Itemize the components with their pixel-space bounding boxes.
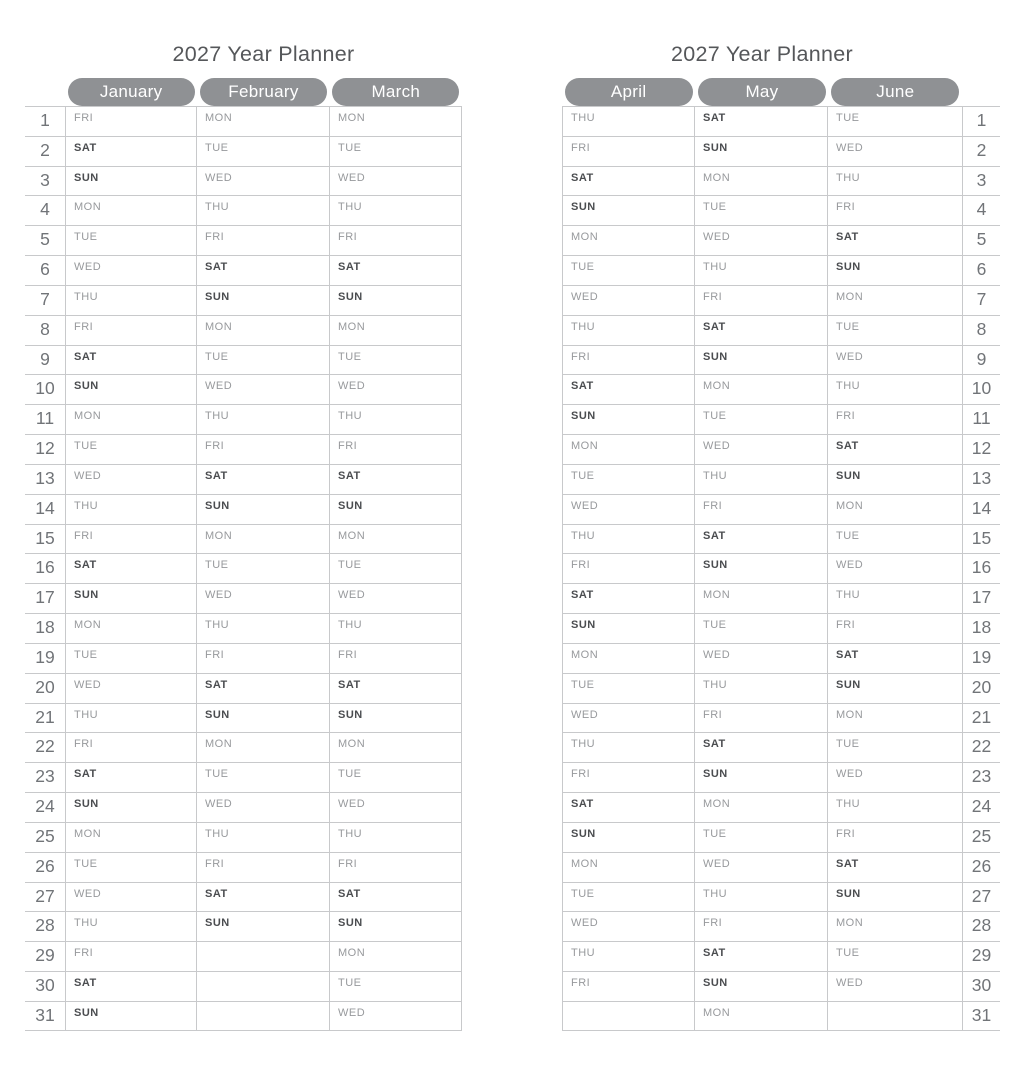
day-cell-february-3: WED bbox=[196, 166, 329, 196]
day-number: 19 bbox=[25, 643, 65, 673]
day-cell-april-8: THU bbox=[562, 315, 694, 345]
day-cell-march-15: MON bbox=[329, 524, 462, 554]
day-cell-april-20: TUE bbox=[562, 673, 694, 703]
day-cell-february-7: SUN bbox=[196, 285, 329, 315]
day-number: 3 bbox=[25, 166, 65, 196]
day-cell-april-5: MON bbox=[562, 225, 694, 255]
day-number: 19 bbox=[962, 643, 1000, 673]
day-cell-february-26: FRI bbox=[196, 852, 329, 882]
day-cell-january-20: WED bbox=[65, 673, 196, 703]
day-cell-june-22: TUE bbox=[827, 732, 962, 762]
day-cell-january-10: SUN bbox=[65, 374, 196, 404]
day-cell-may-21: FRI bbox=[694, 703, 827, 733]
day-cell-june-26: SAT bbox=[827, 852, 962, 882]
day-cell-january-2: SAT bbox=[65, 136, 196, 166]
day-number: 23 bbox=[25, 762, 65, 792]
day-number: 13 bbox=[962, 464, 1000, 494]
day-cell-june-8: TUE bbox=[827, 315, 962, 345]
day-number: 14 bbox=[962, 494, 1000, 524]
day-number: 16 bbox=[25, 553, 65, 583]
day-cell-june-3: THU bbox=[827, 166, 962, 196]
day-cell-june-18: FRI bbox=[827, 613, 962, 643]
day-number: 10 bbox=[25, 374, 65, 404]
day-number: 5 bbox=[962, 225, 1000, 255]
day-cell-january-31: SUN bbox=[65, 1001, 196, 1031]
day-cell-march-29: MON bbox=[329, 941, 462, 971]
day-cell-april-7: WED bbox=[562, 285, 694, 315]
day-cell-may-2: SUN bbox=[694, 136, 827, 166]
day-number: 8 bbox=[962, 315, 1000, 345]
day-cell-march-18: THU bbox=[329, 613, 462, 643]
day-cell-february-20: SAT bbox=[196, 673, 329, 703]
day-cell-january-29: FRI bbox=[65, 941, 196, 971]
day-cell-january-3: SUN bbox=[65, 166, 196, 196]
day-cell-april-14: WED bbox=[562, 494, 694, 524]
day-cell-june-16: WED bbox=[827, 553, 962, 583]
day-cell-june-9: WED bbox=[827, 345, 962, 375]
month-pill-march: March bbox=[332, 78, 459, 106]
day-cell-may-18: TUE bbox=[694, 613, 827, 643]
day-cell-may-12: WED bbox=[694, 434, 827, 464]
day-number: 27 bbox=[962, 882, 1000, 912]
day-cell-january-9: SAT bbox=[65, 345, 196, 375]
day-cell-january-22: FRI bbox=[65, 732, 196, 762]
day-cell-january-4: MON bbox=[65, 195, 196, 225]
day-number: 25 bbox=[25, 822, 65, 852]
day-cell-february-11: THU bbox=[196, 404, 329, 434]
day-number: 31 bbox=[25, 1001, 65, 1031]
day-cell-january-14: THU bbox=[65, 494, 196, 524]
day-number: 2 bbox=[962, 136, 1000, 166]
day-number: 4 bbox=[25, 195, 65, 225]
day-cell-february-21: SUN bbox=[196, 703, 329, 733]
day-cell-january-1: FRI bbox=[65, 106, 196, 136]
day-cell-january-24: SUN bbox=[65, 792, 196, 822]
day-cell-may-13: THU bbox=[694, 464, 827, 494]
day-cell-may-24: MON bbox=[694, 792, 827, 822]
planner-panel-apr-jun bbox=[562, 0, 1000, 1088]
day-number: 24 bbox=[25, 792, 65, 822]
day-cell-january-26: TUE bbox=[65, 852, 196, 882]
day-cell-may-27: THU bbox=[694, 882, 827, 912]
day-cell-march-30: TUE bbox=[329, 971, 462, 1001]
day-cell-may-22: SAT bbox=[694, 732, 827, 762]
day-cell-january-8: FRI bbox=[65, 315, 196, 345]
page-title: 2027 Year Planner bbox=[172, 42, 355, 66]
day-cell-april-31 bbox=[562, 1001, 694, 1031]
day-number: 18 bbox=[25, 613, 65, 643]
day-cell-march-7: SUN bbox=[329, 285, 462, 315]
day-cell-february-23: TUE bbox=[196, 762, 329, 792]
day-cell-april-13: TUE bbox=[562, 464, 694, 494]
month-pills-row bbox=[562, 78, 962, 106]
day-number: 1 bbox=[962, 106, 1000, 136]
month-pills-row bbox=[65, 78, 462, 106]
day-cell-june-30: WED bbox=[827, 971, 962, 1001]
day-cell-january-28: THU bbox=[65, 911, 196, 941]
planner-grid-jan-mar bbox=[25, 106, 462, 1031]
month-pill-may: May bbox=[698, 78, 826, 106]
day-cell-march-13: SAT bbox=[329, 464, 462, 494]
day-number: 29 bbox=[25, 941, 65, 971]
day-cell-march-25: THU bbox=[329, 822, 462, 852]
day-cell-february-29 bbox=[196, 941, 329, 971]
day-cell-january-5: TUE bbox=[65, 225, 196, 255]
day-cell-may-8: SAT bbox=[694, 315, 827, 345]
day-number: 4 bbox=[962, 195, 1000, 225]
month-pill-february: February bbox=[200, 78, 327, 106]
day-cell-may-9: SUN bbox=[694, 345, 827, 375]
day-cell-june-1: TUE bbox=[827, 106, 962, 136]
day-cell-june-4: FRI bbox=[827, 195, 962, 225]
day-cell-june-20: SUN bbox=[827, 673, 962, 703]
day-number: 20 bbox=[25, 673, 65, 703]
day-cell-january-12: TUE bbox=[65, 434, 196, 464]
day-cell-february-31 bbox=[196, 1001, 329, 1031]
day-number: 21 bbox=[962, 703, 1000, 733]
planner-grid-apr-jun bbox=[562, 106, 1000, 1031]
day-cell-january-17: SUN bbox=[65, 583, 196, 613]
day-cell-march-21: SUN bbox=[329, 703, 462, 733]
day-cell-february-27: SAT bbox=[196, 882, 329, 912]
day-number: 25 bbox=[962, 822, 1000, 852]
day-cell-april-23: FRI bbox=[562, 762, 694, 792]
day-cell-april-1: THU bbox=[562, 106, 694, 136]
day-cell-april-24: SAT bbox=[562, 792, 694, 822]
day-cell-april-11: SUN bbox=[562, 404, 694, 434]
day-number: 28 bbox=[962, 911, 1000, 941]
day-number: 11 bbox=[25, 404, 65, 434]
day-cell-february-25: THU bbox=[196, 822, 329, 852]
day-number: 18 bbox=[962, 613, 1000, 643]
day-number: 30 bbox=[962, 971, 1000, 1001]
day-cell-june-21: MON bbox=[827, 703, 962, 733]
day-cell-march-24: WED bbox=[329, 792, 462, 822]
day-cell-may-16: SUN bbox=[694, 553, 827, 583]
day-cell-february-1: MON bbox=[196, 106, 329, 136]
day-cell-june-17: THU bbox=[827, 583, 962, 613]
day-cell-january-13: WED bbox=[65, 464, 196, 494]
day-cell-june-5: SAT bbox=[827, 225, 962, 255]
day-cell-january-11: MON bbox=[65, 404, 196, 434]
day-cell-may-20: THU bbox=[694, 673, 827, 703]
day-cell-may-1: SAT bbox=[694, 106, 827, 136]
day-number: 7 bbox=[962, 285, 1000, 315]
day-number: 2 bbox=[25, 136, 65, 166]
day-cell-may-19: WED bbox=[694, 643, 827, 673]
day-number: 16 bbox=[962, 553, 1000, 583]
day-number: 24 bbox=[962, 792, 1000, 822]
day-number: 30 bbox=[25, 971, 65, 1001]
day-cell-june-29: TUE bbox=[827, 941, 962, 971]
day-cell-june-10: THU bbox=[827, 374, 962, 404]
day-cell-january-27: WED bbox=[65, 882, 196, 912]
day-cell-january-18: MON bbox=[65, 613, 196, 643]
day-number: 14 bbox=[25, 494, 65, 524]
day-number: 23 bbox=[962, 762, 1000, 792]
day-cell-march-22: MON bbox=[329, 732, 462, 762]
day-number: 8 bbox=[25, 315, 65, 345]
day-cell-february-28: SUN bbox=[196, 911, 329, 941]
day-cell-march-23: TUE bbox=[329, 762, 462, 792]
day-cell-march-4: THU bbox=[329, 195, 462, 225]
day-number: 12 bbox=[962, 434, 1000, 464]
day-cell-june-13: SUN bbox=[827, 464, 962, 494]
day-cell-april-18: SUN bbox=[562, 613, 694, 643]
day-number: 22 bbox=[962, 732, 1000, 762]
day-cell-march-8: MON bbox=[329, 315, 462, 345]
planner-panel-jan-mar bbox=[25, 0, 462, 1088]
day-number: 9 bbox=[25, 345, 65, 375]
day-cell-june-6: SUN bbox=[827, 255, 962, 285]
day-cell-february-15: MON bbox=[196, 524, 329, 554]
month-pill-january: January bbox=[68, 78, 195, 106]
day-cell-may-29: SAT bbox=[694, 941, 827, 971]
day-number: 13 bbox=[25, 464, 65, 494]
day-cell-march-19: FRI bbox=[329, 643, 462, 673]
day-cell-may-28: FRI bbox=[694, 911, 827, 941]
day-cell-march-9: TUE bbox=[329, 345, 462, 375]
month-pill-april: April bbox=[565, 78, 693, 106]
day-number: 26 bbox=[25, 852, 65, 882]
day-cell-february-17: WED bbox=[196, 583, 329, 613]
day-cell-february-8: MON bbox=[196, 315, 329, 345]
day-cell-june-31 bbox=[827, 1001, 962, 1031]
day-cell-february-14: SUN bbox=[196, 494, 329, 524]
day-cell-march-16: TUE bbox=[329, 553, 462, 583]
day-cell-april-9: FRI bbox=[562, 345, 694, 375]
day-cell-february-22: MON bbox=[196, 732, 329, 762]
day-cell-april-16: FRI bbox=[562, 553, 694, 583]
day-cell-march-2: TUE bbox=[329, 136, 462, 166]
day-number: 10 bbox=[962, 374, 1000, 404]
day-cell-april-12: MON bbox=[562, 434, 694, 464]
month-pill-june: June bbox=[831, 78, 959, 106]
day-cell-may-15: SAT bbox=[694, 524, 827, 554]
day-cell-may-17: MON bbox=[694, 583, 827, 613]
day-cell-april-17: SAT bbox=[562, 583, 694, 613]
day-cell-march-31: WED bbox=[329, 1001, 462, 1031]
day-cell-january-19: TUE bbox=[65, 643, 196, 673]
day-number: 3 bbox=[962, 166, 1000, 196]
day-cell-april-30: FRI bbox=[562, 971, 694, 1001]
day-cell-may-26: WED bbox=[694, 852, 827, 882]
day-cell-april-26: MON bbox=[562, 852, 694, 882]
day-cell-june-11: FRI bbox=[827, 404, 962, 434]
day-cell-january-15: FRI bbox=[65, 524, 196, 554]
day-number: 26 bbox=[962, 852, 1000, 882]
day-cell-june-27: SUN bbox=[827, 882, 962, 912]
day-cell-may-6: THU bbox=[694, 255, 827, 285]
day-cell-february-9: TUE bbox=[196, 345, 329, 375]
day-cell-march-12: FRI bbox=[329, 434, 462, 464]
day-cell-january-25: MON bbox=[65, 822, 196, 852]
day-cell-june-12: SAT bbox=[827, 434, 962, 464]
day-cell-february-6: SAT bbox=[196, 255, 329, 285]
day-cell-april-3: SAT bbox=[562, 166, 694, 196]
day-cell-may-30: SUN bbox=[694, 971, 827, 1001]
day-cell-april-28: WED bbox=[562, 911, 694, 941]
day-cell-april-19: MON bbox=[562, 643, 694, 673]
day-cell-february-12: FRI bbox=[196, 434, 329, 464]
day-cell-february-4: THU bbox=[196, 195, 329, 225]
day-cell-march-17: WED bbox=[329, 583, 462, 613]
day-cell-march-28: SUN bbox=[329, 911, 462, 941]
day-cell-april-4: SUN bbox=[562, 195, 694, 225]
day-cell-january-16: SAT bbox=[65, 553, 196, 583]
day-cell-january-7: THU bbox=[65, 285, 196, 315]
day-cell-march-6: SAT bbox=[329, 255, 462, 285]
day-cell-april-2: FRI bbox=[562, 136, 694, 166]
day-number: 15 bbox=[962, 524, 1000, 554]
day-cell-june-25: FRI bbox=[827, 822, 962, 852]
day-cell-february-13: SAT bbox=[196, 464, 329, 494]
day-number: 15 bbox=[25, 524, 65, 554]
day-cell-february-2: TUE bbox=[196, 136, 329, 166]
day-cell-april-25: SUN bbox=[562, 822, 694, 852]
day-number: 6 bbox=[962, 255, 1000, 285]
day-number: 12 bbox=[25, 434, 65, 464]
day-cell-may-14: FRI bbox=[694, 494, 827, 524]
day-cell-january-30: SAT bbox=[65, 971, 196, 1001]
day-cell-february-16: TUE bbox=[196, 553, 329, 583]
day-cell-march-14: SUN bbox=[329, 494, 462, 524]
day-cell-june-15: TUE bbox=[827, 524, 962, 554]
day-cell-may-25: TUE bbox=[694, 822, 827, 852]
day-cell-february-5: FRI bbox=[196, 225, 329, 255]
day-number: 11 bbox=[962, 404, 1000, 434]
day-number: 5 bbox=[25, 225, 65, 255]
day-cell-march-26: FRI bbox=[329, 852, 462, 882]
day-cell-june-19: SAT bbox=[827, 643, 962, 673]
page-title: 2027 Year Planner bbox=[670, 42, 854, 66]
day-cell-june-14: MON bbox=[827, 494, 962, 524]
day-cell-june-23: WED bbox=[827, 762, 962, 792]
day-number: 20 bbox=[962, 673, 1000, 703]
day-cell-january-6: WED bbox=[65, 255, 196, 285]
day-cell-january-21: THU bbox=[65, 703, 196, 733]
day-cell-april-6: TUE bbox=[562, 255, 694, 285]
day-cell-may-5: WED bbox=[694, 225, 827, 255]
day-cell-january-23: SAT bbox=[65, 762, 196, 792]
day-cell-march-1: MON bbox=[329, 106, 462, 136]
day-cell-april-21: WED bbox=[562, 703, 694, 733]
day-number: 1 bbox=[25, 106, 65, 136]
day-cell-march-3: WED bbox=[329, 166, 462, 196]
day-cell-june-28: MON bbox=[827, 911, 962, 941]
day-cell-april-15: THU bbox=[562, 524, 694, 554]
day-number: 27 bbox=[25, 882, 65, 912]
day-cell-june-24: THU bbox=[827, 792, 962, 822]
day-number: 22 bbox=[25, 732, 65, 762]
day-number: 17 bbox=[962, 583, 1000, 613]
day-cell-february-18: THU bbox=[196, 613, 329, 643]
day-cell-april-27: TUE bbox=[562, 882, 694, 912]
day-cell-may-10: MON bbox=[694, 374, 827, 404]
day-number: 28 bbox=[25, 911, 65, 941]
day-cell-march-20: SAT bbox=[329, 673, 462, 703]
day-number: 21 bbox=[25, 703, 65, 733]
day-cell-march-5: FRI bbox=[329, 225, 462, 255]
day-cell-april-22: THU bbox=[562, 732, 694, 762]
day-number: 7 bbox=[25, 285, 65, 315]
day-cell-february-10: WED bbox=[196, 374, 329, 404]
day-number: 17 bbox=[25, 583, 65, 613]
day-cell-may-4: TUE bbox=[694, 195, 827, 225]
day-cell-may-11: TUE bbox=[694, 404, 827, 434]
day-cell-february-24: WED bbox=[196, 792, 329, 822]
day-cell-april-10: SAT bbox=[562, 374, 694, 404]
day-cell-february-30 bbox=[196, 971, 329, 1001]
day-cell-march-27: SAT bbox=[329, 882, 462, 912]
day-cell-may-3: MON bbox=[694, 166, 827, 196]
day-cell-april-29: THU bbox=[562, 941, 694, 971]
day-number: 29 bbox=[962, 941, 1000, 971]
day-cell-may-7: FRI bbox=[694, 285, 827, 315]
day-cell-march-10: WED bbox=[329, 374, 462, 404]
day-number: 6 bbox=[25, 255, 65, 285]
day-cell-may-23: SUN bbox=[694, 762, 827, 792]
day-number: 9 bbox=[962, 345, 1000, 375]
day-number: 31 bbox=[962, 1001, 1000, 1031]
day-cell-february-19: FRI bbox=[196, 643, 329, 673]
day-cell-march-11: THU bbox=[329, 404, 462, 434]
day-cell-june-7: MON bbox=[827, 285, 962, 315]
day-cell-june-2: WED bbox=[827, 136, 962, 166]
day-cell-may-31: MON bbox=[694, 1001, 827, 1031]
